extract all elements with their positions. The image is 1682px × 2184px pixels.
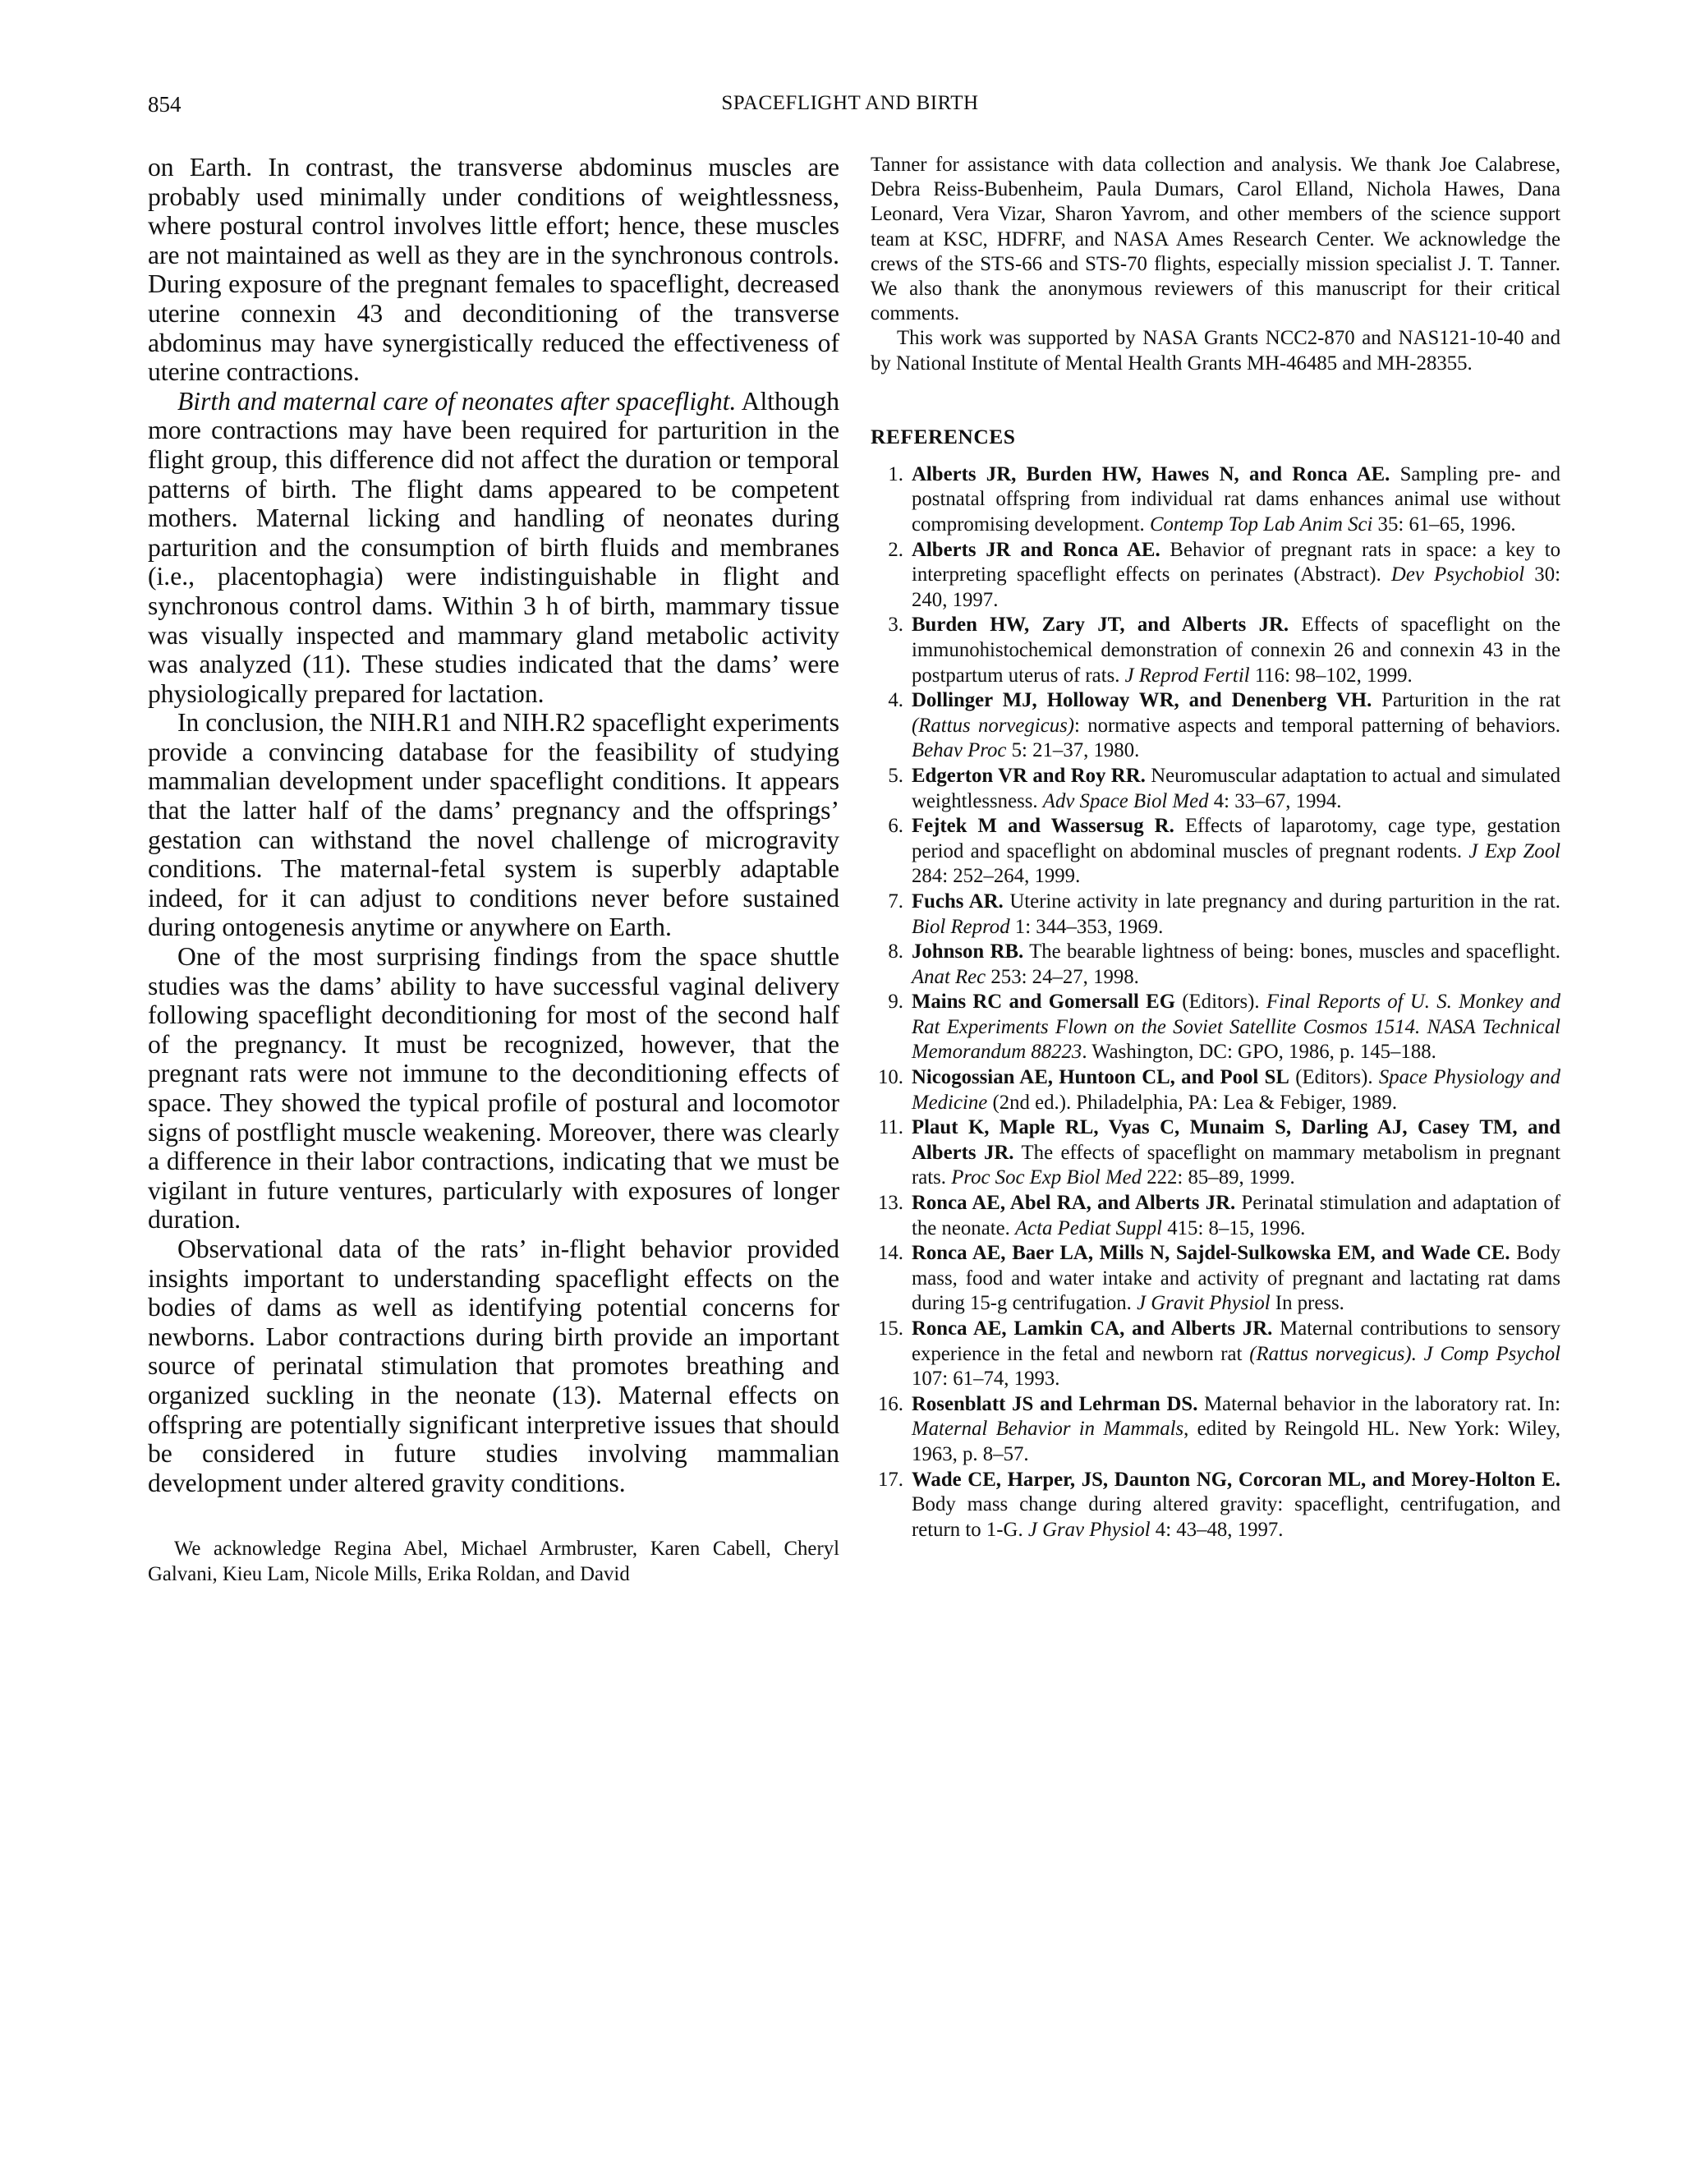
reference-authors: Mains RC and Gomersall EG: [912, 991, 1175, 1014]
body-text: [148, 153, 839, 1497]
acknowledgments: [148, 1537, 839, 1586]
reference-authors: Ronca AE, Baer LA, Mills N, Sajdel-Sulkowska EM, and Wade CE.: [912, 1242, 1510, 1265]
reference-item: [871, 462, 1560, 538]
reference-list: [871, 462, 1560, 1543]
reference-number: 2.: [888, 538, 903, 561]
reference-item: [871, 1191, 1560, 1241]
reference-number: 9.: [888, 991, 903, 1014]
reference-item: [871, 1115, 1560, 1191]
reference-details: 253: 24–27, 1998.: [986, 965, 1139, 988]
acknowledgments-continued: [871, 153, 1560, 376]
reference-details: 4: 33–67, 1994.: [1208, 789, 1342, 812]
reference-title: : normative aspects and temporal patterning of behaviors.: [1074, 714, 1560, 737]
reference-title: Parturition in the rat: [1372, 689, 1560, 712]
reference-item: [871, 1065, 1560, 1115]
reference-details: . Washington, DC: GPO, 1986, p. 145–188.: [1082, 1041, 1436, 1064]
acknowledgments-cont: Tanner for assistance with data collection and analysis. We thank Joe Calabrese, Debra Reiss-Bubenheim, Paula Dumars, Carol Elland, Nichola Hawes, Dana Leonard, Vera Vizar, Sharon Yavrom, and other members of the science support team at KSC, HDFRF, and NASA Ames Research Center. We acknowledge the crews of the STS-66 and STS-70 flights, especially mission specialist J. T. Tanner. We also thank the anonymous reviewers of this manuscript for their critical comments.: [871, 154, 1560, 325]
reference-item: [871, 1468, 1560, 1543]
reference-details: 4: 43–48, 1997.: [1150, 1518, 1284, 1541]
reference-journal: (Rattus norvegicus). J Comp Psychol: [1249, 1342, 1560, 1365]
reference-journal: Adv Space Biol Med: [1042, 789, 1209, 812]
reference-authors: Johnson RB.: [912, 940, 1024, 963]
reference-number: 15.: [878, 1317, 903, 1340]
reference-title: (Editors).: [1175, 991, 1266, 1014]
reference-authors: Fejtek M and Wassersug R.: [912, 815, 1174, 838]
reference-title: Effects of laparotomy, cage type, gestation period and spaceflight on abdominal muscles of pregnant rodents.: [912, 815, 1560, 862]
reference-journal: Space Physiology and Medicine: [912, 1066, 1561, 1114]
reference-item: [871, 613, 1560, 688]
reference-details: 107: 61–74, 1993.: [912, 1368, 1060, 1391]
page-number: 854: [148, 92, 182, 117]
reference-item: [871, 1317, 1560, 1392]
paragraph-5: Observational data of the rats’ in-flight behavior provided insights important to understanding spaceflight effects on the bodies of dams as well as identifying potential concerns for newborns. Labor contractions during birth provide an important source of perinatal stimulation that promotes breathing and organized suckling in the neonate (13). Maternal effects on offspring are potentially significant interpretive issues that should be considered in future studies involving mammalian development under altered gravity conditions.: [148, 1234, 839, 1497]
reference-details: 415: 8–15, 1996.: [1162, 1216, 1306, 1239]
reference-journal: Dev Psychobiol: [1390, 563, 1525, 586]
reference-details: 30: 240, 1997.: [912, 563, 1560, 611]
reference-item: [871, 940, 1560, 990]
acknowledgments-start: We acknowledge Regina Abel, Michael Armbruster, Karen Cabell, Cheryl Galvani, Kieu Lam, Nicole Mills, Erika Roldan, and David: [148, 1538, 839, 1585]
paragraph-2-text: Although more contractions may have been required for parturition in the flight group, this difference did not affect the duration or temporal patterns of birth. The flight dams appeared to be competent mothers. Maternal licking and handling of neonates during parturition and the consumption of birth fluids and membranes (i.e., placentophagia) were indistinguishable in flight and synchronous control dams. Within 3 h of birth, mammary tissue was visually inspected and mammary gland metabolic activity was analyzed (11). These studies indicated that the dams’ were physiologically prepared for lactation.: [148, 386, 839, 708]
paragraph-4: One of the most surprising findings from the space shuttle studies was the dams’ ability to have successful vaginal delivery following spaceflight deconditioning for most of the second half of the pregnancy. It must be recognized, however, that the pregnant rats were not immune to the deconditioning effects of space. They showed the typical profile of postural and locomotor signs of postflight muscle weakening. Moreover, there was clearly a difference in their labor contractions, indicating that we must be vigilant in future ventures, particularly with exposures of longer duration.: [148, 942, 839, 1235]
reference-number: 16.: [878, 1392, 903, 1415]
reference-number: 4.: [888, 689, 903, 712]
reference-number: 1.: [888, 462, 903, 485]
paragraph-1: on Earth. In contrast, the transverse abdominus muscles are probably used minimally under conditions of weightlessness, where postural control involves little effort; hence, these muscles are not maintained as well as they are in the synchronous controls. During exposure of the pregnant females to spaceflight, decreased uterine connexin 43 and deconditioning of the transverse abdominus may have synergistically reduced the effectiveness of uterine contractions.: [148, 153, 839, 387]
reference-number: 14.: [878, 1242, 903, 1265]
reference-journal: J Gravit Physiol: [1137, 1292, 1271, 1315]
reference-number: 8.: [888, 940, 903, 963]
reference-details: 5: 21–37, 1980.: [1006, 739, 1140, 762]
reference-item: [871, 890, 1560, 940]
reference-title: Effects of spaceflight on the immunohistochemical demonstration of connexin 26 and connexin 43 in the postpartum uterus of rats.: [912, 614, 1560, 687]
reference-authors: Fuchs AR.: [912, 890, 1004, 913]
reference-journal: J Exp Zool: [1468, 839, 1560, 862]
right-column: [871, 153, 1560, 1543]
reference-species: (Rattus norvegicus): [912, 714, 1075, 737]
reference-authors: Burden HW, Zary JT, and Alberts JR.: [912, 614, 1289, 637]
reference-authors: Wade CE, Harper, JS, Daunton NG, Corcoran ML, and Morey-Holton E.: [912, 1468, 1560, 1491]
reference-title: Neuromuscular adaptation to actual and simulated weightlessness.: [912, 764, 1560, 812]
reference-authors: Edgerton VR and Roy RR.: [912, 764, 1146, 787]
references-heading: REFERENCES: [871, 424, 1016, 448]
reference-journal: Behav Proc: [912, 739, 1007, 762]
reference-title: (Editors).: [1289, 1066, 1379, 1089]
section-heading-birth-maternal-care: Birth and maternal care of neonates after spaceflight.: [177, 386, 737, 416]
running-title: SPACEFLIGHT AND BIRTH: [721, 92, 979, 114]
reference-authors: Dollinger MJ, Holloway WR, and Denenberg VH.: [912, 689, 1372, 712]
reference-journal: J Reprod Fertil: [1124, 664, 1250, 687]
reference-number: 6.: [888, 815, 903, 838]
reference-authors: Nicogossian AE, Huntoon CL, and Pool SL: [912, 1066, 1289, 1089]
reference-item: [871, 1392, 1560, 1468]
reference-number: 13.: [878, 1192, 903, 1215]
reference-details: 116: 98–102, 1999.: [1249, 664, 1413, 687]
reference-title: Maternal contributions to sensory experience in the fetal and newborn rat: [912, 1317, 1560, 1365]
reference-item: [871, 538, 1560, 614]
reference-number: 17.: [878, 1468, 903, 1491]
reference-title: The effects of spaceflight on mammary metabolism in pregnant rats.: [912, 1141, 1560, 1189]
reference-item: [871, 1241, 1560, 1317]
reference-authors: Rosenblatt JS and Lehrman DS.: [912, 1392, 1198, 1415]
reference-details: , edited by Reingold HL. New York: Wiley, 1963, p. 8–57.: [912, 1418, 1561, 1465]
reference-details: In press.: [1270, 1292, 1344, 1315]
reference-item: [871, 688, 1560, 764]
reference-details: 35: 61–65, 1996.: [1372, 513, 1516, 536]
paragraph-3: In conclusion, the NIH.R1 and NIH.R2 spaceflight experiments provide a convincing database for the feasibility of studying mammalian development under spaceflight conditions. It appears that the latter half of the dams’ pregnancy and the offsprings’ gestation can withstand the novel challenge of microgravity conditions. The maternal-fetal system is superbly adaptable indeed, for it can adjust to conditions never before sustained during ontogenesis anytime or anywhere on Earth.: [148, 708, 839, 942]
reference-details: (2nd ed.). Philadelphia, PA: Lea & Febiger, 1989.: [987, 1091, 1398, 1114]
reference-authors: Plaut K, Maple RL, Vyas C, Munaim S, Darling AJ, Casey TM, and Alberts JR.: [912, 1116, 1560, 1164]
reference-number: 3.: [888, 614, 903, 637]
running-head: [148, 92, 1552, 122]
reference-journal: Maternal Behavior in Mammals: [912, 1418, 1184, 1441]
left-column: [148, 153, 839, 1587]
reference-authors: Alberts JR, Burden HW, Hawes N, and Ronca AE.: [912, 462, 1390, 485]
reference-number: 5.: [888, 764, 903, 787]
reference-journal: Final Reports of U. S. Monkey and Rat Experiments Flown on the Soviet Satellite Cosmos 1514. NASA Technical Memorandum 88223: [912, 991, 1561, 1064]
reference-item: [871, 814, 1560, 890]
reference-details: 222: 85–89, 1999.: [1142, 1166, 1295, 1189]
reference-journal: Acta Pediat Suppl: [1015, 1216, 1163, 1239]
funding-statement: This work was supported by NASA Grants NCC2-870 and NAS121-10-40 and by National Institute of Mental Health Grants MH-46485 and MH-28355.: [871, 327, 1560, 375]
reference-journal: Contemp Top Lab Anim Sci: [1149, 513, 1373, 536]
reference-title: Body mass change during altered gravity: spaceflight, centrifugation, and return to 1-G.: [912, 1493, 1560, 1541]
reference-journal: Anat Rec: [912, 965, 986, 988]
reference-authors: Ronca AE, Abel RA, and Alberts JR.: [912, 1192, 1236, 1215]
reference-number: 7.: [888, 890, 903, 913]
reference-journal: Biol Reprod: [912, 915, 1010, 938]
reference-number: 11.: [878, 1116, 903, 1139]
reference-authors: Alberts JR and Ronca AE.: [912, 538, 1160, 561]
reference-details: 1: 344–353, 1969.: [1009, 915, 1164, 938]
reference-journal: J Grav Physiol: [1027, 1518, 1151, 1541]
reference-journal: Proc Soc Exp Biol Med: [951, 1166, 1142, 1189]
reference-title: Body mass, food and water intake and activity of pregnant and lactating rat dams during 15-g centrifugation.: [912, 1242, 1561, 1315]
reference-details: 284: 252–264, 1999.: [912, 865, 1081, 888]
reference-title: Perinatal stimulation and adaptation of the neonate.: [912, 1192, 1560, 1239]
reference-title: Behavior of pregnant rats in space: a key to interpreting spaceflight effects on perinates (Abstract).: [912, 538, 1560, 586]
reference-item: [871, 764, 1560, 814]
reference-item: [871, 990, 1560, 1065]
reference-title: Uterine activity in late pregnancy and during parturition in the rat.: [1003, 890, 1560, 913]
reference-title: Sampling pre- and postnatal offspring from individual rat dams enhances animal use without compromising development.: [912, 462, 1560, 536]
reference-number: 10.: [878, 1066, 903, 1089]
reference-title: Maternal behavior in the laboratory rat. In:: [1197, 1392, 1560, 1415]
reference-title: The bearable lightness of being: bones, muscles and spaceflight.: [1023, 940, 1560, 963]
paragraph-2: [148, 387, 839, 709]
reference-authors: Ronca AE, Lamkin CA, and Alberts JR.: [912, 1317, 1273, 1340]
